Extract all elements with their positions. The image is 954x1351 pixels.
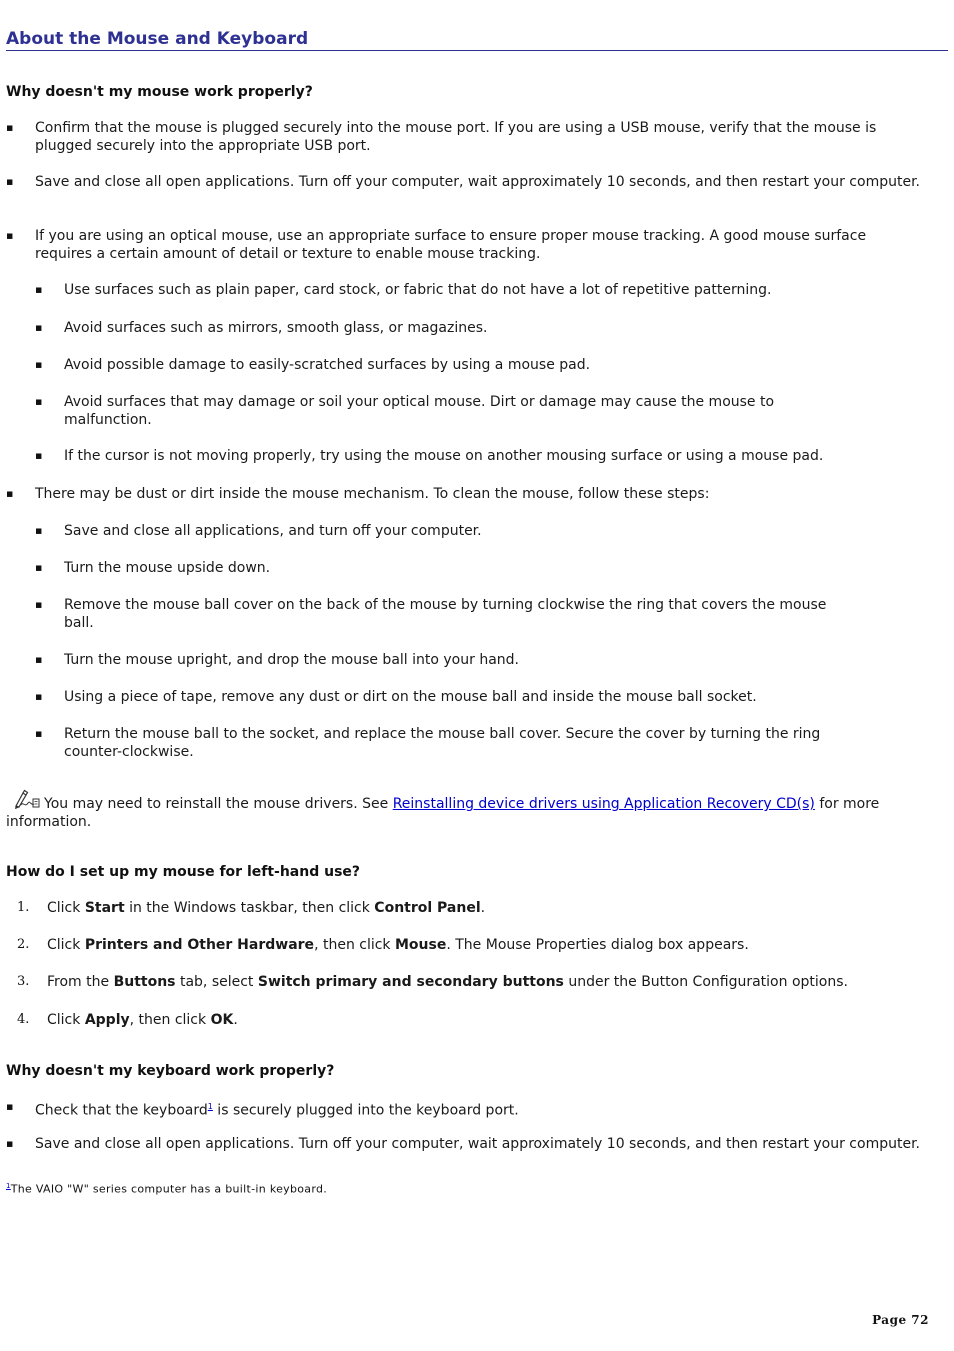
bullet: ▪ [35, 653, 43, 666]
list-item: Save and close all open applications. Turn off your computer, wait approximately 10 seconds, and then restart your computer. [35, 1136, 920, 1152]
section-heading-mouse: Why doesn't my mouse work properly? [6, 84, 313, 100]
step-item: Click Printers and Other Hardware, then click Mouse. The Mouse Properties dialog box appears. [47, 937, 749, 953]
bullet: ▪ [35, 727, 43, 740]
bullet: ▪ [6, 229, 14, 242]
list-item: Check that the keyboard$^1$ is securely plugged into the keyboard port. [35, 1102, 519, 1119]
bullet: ▪ [35, 321, 43, 334]
list-item: Save and close all applications, and turn off your computer. [64, 523, 482, 539]
bullet: ▪ [6, 487, 14, 500]
bullet: ▪ [6, 1137, 14, 1150]
footnote-ref-link[interactable]: 1 [207, 1102, 213, 1111]
page-number: Page 72 [872, 1313, 929, 1327]
bullet: ▪ [6, 1100, 14, 1113]
step-number: 2. [17, 937, 30, 952]
bullet: ▪ [35, 524, 43, 537]
list-item: Return the mouse ball to the socket, and replace the mouse ball cover. Secure the cover by turning the ring counter-clockwise. [64, 726, 821, 760]
list-item: Avoid possible damage to easily-scratched surfaces by using a mouse pad. [64, 357, 591, 373]
bullet: ▪ [35, 598, 43, 611]
list-item: Using a piece of tape, remove any dust or dirt on the mouse ball and inside the mouse ball socket. [64, 689, 757, 705]
page-title: About the Mouse and Keyboard [6, 29, 948, 51]
list-item: Save and close all open applications. Turn off your computer, wait approximately 10 seconds, and then restart your computer. [35, 174, 920, 190]
bullet: ▪ [35, 395, 43, 408]
step-number: 3. [17, 974, 30, 989]
list-item: Confirm that the mouse is plugged securely into the mouse port. If you are using a USB mouse, verify that the mouse is plugged securely into the appropriate USB port. [35, 120, 877, 154]
list-item: There may be dust or dirt inside the mouse mechanism. To clean the mouse, follow these steps: [35, 486, 710, 502]
bullet: ▪ [35, 690, 43, 703]
footnote: $^1$The VAIO "W" series computer has a built-in keyboard. [6, 1182, 328, 1196]
step-number: 1. [17, 900, 30, 915]
bullet: ▪ [35, 561, 43, 574]
section-heading-keyboard: Why doesn't my keyboard work properly? [6, 1063, 335, 1079]
bullet: ▪ [6, 121, 14, 134]
step-item: From the Buttons tab, select Switch primary and secondary buttons under the Button Configuration options. [47, 974, 848, 990]
step-number: 4. [17, 1012, 30, 1027]
list-item: Use surfaces such as plain paper, card stock, or fabric that do not have a lot of repetitive patterning. [64, 282, 772, 298]
section-heading-left-hand: How do I set up my mouse for left-hand use? [6, 864, 361, 880]
step-item: Click Apply, then click OK. [47, 1012, 238, 1028]
list-item: Avoid surfaces such as mirrors, smooth glass, or magazines. [64, 320, 488, 336]
bullet: ▪ [6, 175, 14, 188]
list-item: If you are using an optical mouse, use an appropriate surface to ensure proper mouse tracking. A good mouse surface requires a certain amount of detail or texture to enable mouse tracking. [35, 228, 867, 262]
list-item: Turn the mouse upside down. [64, 560, 271, 576]
list-item: Remove the mouse ball cover on the back of the mouse by turning clockwise the ring that covers the mouse ball. [64, 597, 827, 631]
bullet: ▪ [35, 283, 43, 296]
note-text: You may need to reinstall the mouse drivers. See Reinstalling device drivers using Application Recovery CD(s) for more information. [6, 796, 880, 830]
list-item: Avoid surfaces that may damage or soil your optical mouse. Dirt or damage may cause the mouse to malfunction. [64, 394, 775, 428]
footnote-mark-link[interactable]: 1 [6, 1182, 11, 1190]
reinstalling-drivers-link[interactable]: Reinstalling device drivers using Application Recovery CD(s) [392, 796, 815, 812]
bullet: ▪ [35, 358, 43, 371]
bullet: ▪ [35, 449, 43, 462]
list-item: Turn the mouse upright, and drop the mouse ball into your hand. [64, 652, 519, 668]
list-item: If the cursor is not moving properly, try using the mouse on another mousing surface or using a mouse pad. [64, 448, 824, 464]
step-item: Click Start in the Windows taskbar, then click Control Panel. [47, 900, 486, 916]
